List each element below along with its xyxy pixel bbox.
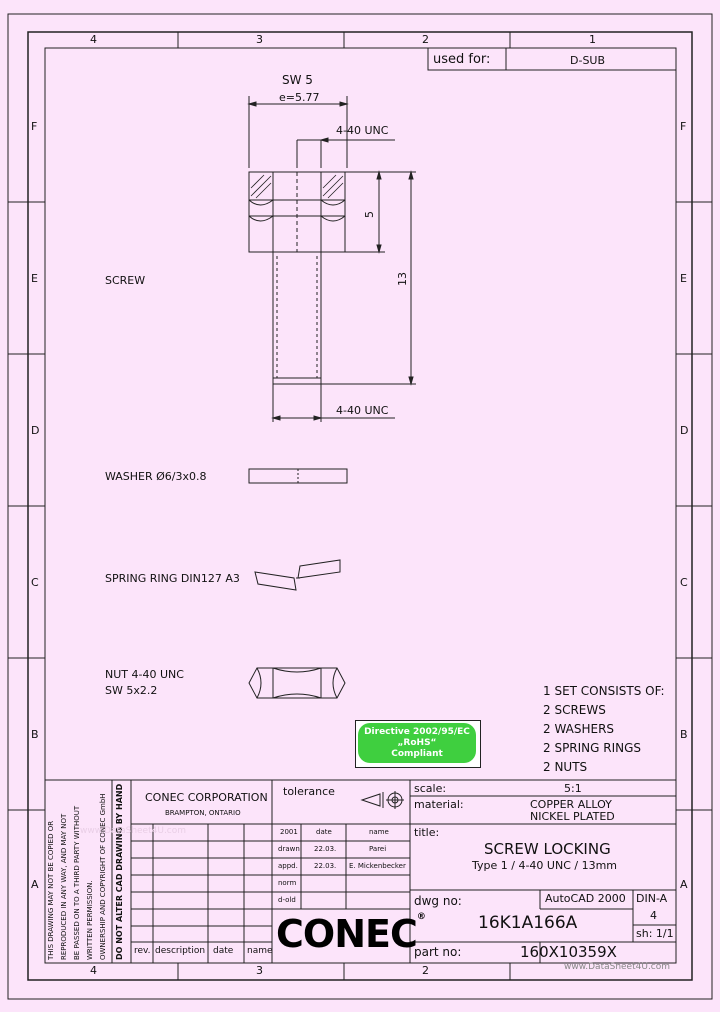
set-list-item: 2 SPRING RINGS: [543, 741, 642, 755]
part-value: 160X10359X: [520, 943, 617, 961]
col-label-3: 3: [256, 33, 263, 46]
watermark-bottom: www.DataSheet4U.com: [564, 962, 671, 972]
date-header: date: [213, 946, 234, 956]
col-label-1: 1: [589, 33, 596, 46]
company-name: CONEC CORPORATION: [145, 791, 268, 804]
appd-name: E. Mickenbecker: [349, 862, 406, 870]
col-label-4-bottom: 4: [90, 964, 97, 977]
row-label-e-right: E: [680, 272, 687, 285]
col-label-2: 2: [422, 33, 429, 46]
conec-logo: [276, 912, 425, 956]
title-label: title:: [414, 826, 440, 839]
label-nut-line1: NUT 4-40 UNC: [105, 668, 184, 681]
approvals-date-header: date: [316, 828, 332, 836]
dim-e: e=5.77: [279, 91, 320, 104]
row-label-b-right: B: [680, 728, 688, 741]
label-screw: SCREW: [105, 274, 146, 287]
dim-thread-bottom: 4-40 UNC: [336, 404, 389, 417]
appd-label: appd.: [278, 862, 298, 870]
set-list-item: 2 NUTS: [543, 760, 588, 774]
dwg-value: 16K1A166A: [478, 913, 578, 933]
row-label-e: E: [31, 272, 38, 285]
col-label-2-bottom: 2: [422, 964, 429, 977]
dwg-label: dwg no:: [414, 894, 462, 908]
set-list-heading: 1 SET CONSISTS OF:: [543, 684, 665, 698]
name-header: name: [247, 946, 273, 956]
approvals-year: 2001: [280, 828, 298, 836]
drawn-label: drawn: [278, 845, 300, 853]
no-alter-note: DO NOT ALTER CAD DRAWING BY HAND: [115, 783, 124, 960]
row-label-a: A: [31, 878, 39, 891]
tolerance-label: tolerance: [283, 785, 335, 798]
scale-value: 5:1: [564, 782, 582, 795]
dim-length: 13: [396, 272, 409, 286]
conec-logo-mark: ®: [416, 912, 425, 922]
copyright-line2: REPRODUCED IN ANY WAY, AND MAY NOT: [60, 813, 68, 960]
rohs-badge: [358, 723, 476, 763]
scale-label: scale:: [414, 782, 447, 795]
dim-nut-height: 5: [363, 211, 376, 218]
appd-date: 22.03.: [314, 862, 337, 870]
label-washer: WASHER Ø6/3x0.8: [105, 470, 207, 483]
row-label-c-right: C: [680, 576, 688, 589]
cad-version: AutoCAD 2000: [545, 892, 626, 905]
row-label-d-right: D: [680, 424, 689, 437]
title-sub: Type 1 / 4-40 UNC / 13mm: [472, 859, 618, 872]
part-label: part no:: [414, 945, 462, 959]
used-for-label: used for:: [433, 52, 491, 67]
title-main: SCREW LOCKING: [484, 840, 611, 858]
row-label-b: B: [31, 728, 39, 741]
din-label: DIN-A: [636, 892, 668, 905]
material-line1: COPPER ALLOY: [530, 798, 612, 811]
set-list-item: 2 SCREWS: [543, 703, 606, 717]
dold-label: d-old: [278, 896, 296, 904]
row-label-f: F: [31, 120, 38, 133]
description-header: description: [155, 946, 206, 956]
drawn-name: Parei: [369, 845, 387, 853]
copyright-line3: BE PASSED ON TO A THIRD PARTY WITHOUT: [73, 805, 81, 960]
dim-sw: SW 5: [282, 73, 313, 87]
company-location: BRAMPTON, ONTARIO: [165, 809, 241, 817]
conec-logo-text: CONEC: [276, 912, 417, 956]
row-label-f-right: F: [680, 120, 687, 133]
copyright-line5: OWNERSHIP AND COPYRIGHT OF CONEC GmbH: [99, 793, 107, 960]
set-list-item: 2 WASHERS: [543, 722, 615, 736]
norm-label: norm: [278, 879, 297, 887]
row-label-c: C: [31, 576, 39, 589]
watermark-top: www.DataSheet4U.com: [80, 826, 187, 836]
col-label-3-bottom: 3: [256, 964, 263, 977]
copyright-line4: WRITTEN PERMISSION.: [86, 880, 94, 960]
dim-thread-top: 4-40 UNC: [336, 124, 389, 137]
col-label-4: 4: [90, 33, 97, 46]
material-line2: NICKEL PLATED: [530, 810, 615, 823]
rohs-line2: „RoHS“: [397, 737, 437, 748]
din-value: 4: [650, 909, 657, 922]
material-label: material:: [414, 798, 464, 811]
label-nut-line2: SW 5x2.2: [105, 684, 158, 697]
approvals-name-header: name: [369, 828, 389, 836]
row-label-d: D: [31, 424, 40, 437]
rohs-line3: Compliant: [391, 748, 443, 759]
used-for-value: D-SUB: [570, 54, 606, 67]
drawn-date: 22.03.: [314, 845, 337, 853]
sheet-number: sh: 1/1: [636, 927, 674, 940]
row-label-a-right: A: [680, 878, 688, 891]
rev-header: rev.: [134, 946, 151, 956]
copyright-line1: THIS DRAWING MAY NOT BE COPIED OR: [47, 820, 55, 960]
label-spring-ring: SPRING RING DIN127 A3: [105, 572, 240, 585]
rohs-line1: Directive 2002/95/EC: [364, 726, 470, 737]
